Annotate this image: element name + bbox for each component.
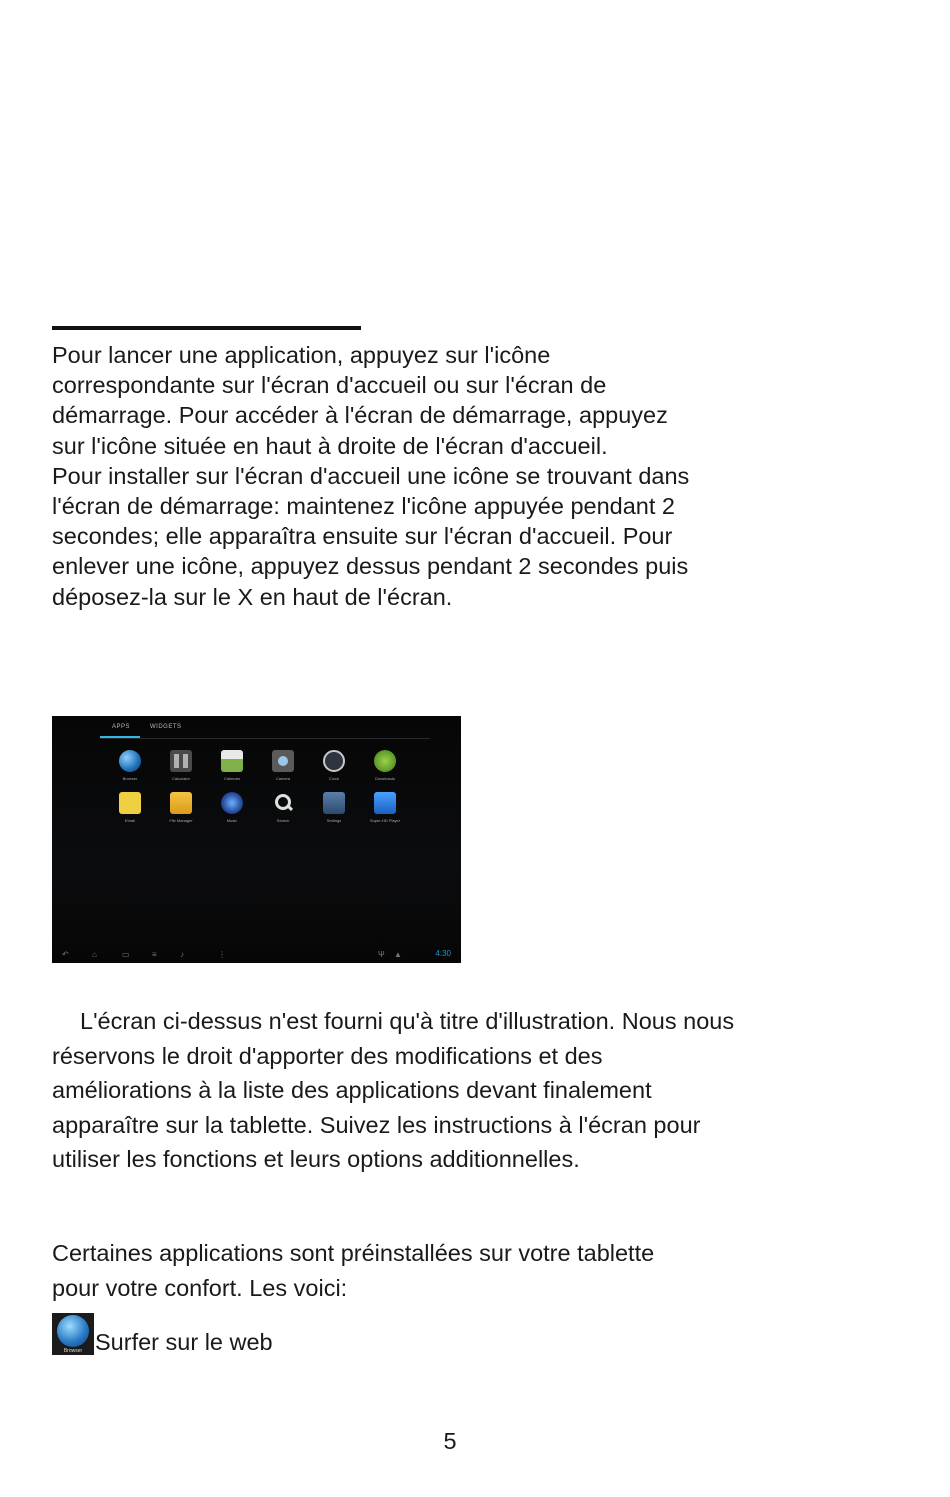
home-icon: ⌂ — [92, 950, 97, 959]
app-label: Calendar — [223, 776, 241, 781]
app-search — [263, 792, 303, 823]
text-line: enlever une icône, appuyez dessus pendant 2 secondes puis — [52, 553, 689, 580]
app-label: Search — [276, 818, 290, 823]
folder-icon — [170, 792, 192, 814]
tab-divider — [100, 738, 430, 739]
video-icon — [374, 792, 396, 814]
intro-paragraph — [52, 340, 812, 612]
screenshot-tab-bar — [52, 716, 461, 738]
browser-icon — [52, 1313, 94, 1355]
app-label: File Manager — [169, 818, 193, 823]
browser-icon-caption: Browser — [63, 1348, 83, 1354]
system-nav-bar — [52, 948, 461, 962]
status-clock: 4:30 — [435, 949, 451, 958]
text-line: démarrage. Pour accéder à l'écran de démarrage, appuyez — [52, 402, 668, 429]
back-icon: ↶ — [62, 950, 69, 959]
usb-icon: Ψ — [378, 950, 385, 959]
calendar-icon — [221, 750, 243, 772]
app-email — [110, 792, 150, 823]
globe-icon — [57, 1315, 89, 1347]
text-line: déposez-la sur le X en haut de l'écran. — [52, 583, 453, 610]
text-line: Pour lancer une application, appuyez sur l'icône — [52, 342, 551, 368]
wifi-icon: ▲ — [394, 950, 402, 959]
globe-icon — [119, 750, 141, 772]
app-music — [212, 792, 252, 823]
text-line: utiliser les fonctions et leurs options additionnelles. — [52, 1146, 580, 1173]
app-calendar — [212, 750, 252, 781]
text-line: secondes; elle apparaîtra ensuite sur l'écran d'accueil. Pour — [52, 523, 673, 550]
camera-icon — [272, 750, 294, 772]
app-label: Calculator — [171, 776, 190, 781]
tab-widgets: WIDGETS — [150, 724, 182, 730]
app-label: Downloads — [375, 776, 395, 781]
section-rule — [52, 326, 361, 330]
settings-icon — [323, 792, 345, 814]
app-label: Music — [226, 818, 238, 823]
clock-icon — [323, 750, 345, 772]
app-downloads — [365, 750, 405, 781]
app-calculator — [161, 750, 201, 781]
calculator-icon — [170, 750, 192, 772]
text-line: L'écran ci-dessus n'est fourni qu'à titre d'illustration. Nous nous — [80, 1008, 735, 1034]
text-line: Pour installer sur l'écran d'accueil une icône se trouvant dans — [52, 462, 690, 489]
more-icon: ⋮ — [218, 950, 226, 959]
recent-apps-icon: ▭ — [122, 950, 130, 959]
app-file-manager — [161, 792, 201, 823]
text-line: Certaines applications sont préinstallées sur votre tablette — [52, 1240, 655, 1266]
app-drawer-screenshot — [52, 716, 461, 963]
app-label: Email — [124, 818, 135, 823]
app-label: Super-HD Player — [369, 818, 401, 823]
text-line: pour votre confort. Les voici: — [52, 1275, 348, 1301]
search-icon — [272, 792, 294, 814]
app-label: Camera — [275, 776, 291, 781]
app-label: Settings — [326, 818, 342, 823]
tab-apps: APPS — [112, 724, 131, 730]
app-clock — [314, 750, 354, 781]
browser-app-item — [52, 1313, 273, 1355]
app-browser — [110, 750, 150, 781]
app-label: Clock — [328, 776, 339, 781]
app-settings — [314, 792, 354, 823]
text-line: sur l'icône située en haut à droite de l'écran d'accueil. — [52, 432, 608, 459]
volume-icon: ♪ — [180, 950, 184, 959]
text-line: réservons le droit d'apporter des modifications et des — [52, 1042, 603, 1069]
menu-icon: ≡ — [152, 950, 157, 959]
browser-description: Surfer sur le web — [95, 1329, 273, 1355]
text-line: correspondante sur l'écran d'accueil ou sur l'écran de — [52, 372, 607, 399]
disclaimer-paragraph — [52, 1004, 912, 1177]
app-camera — [263, 750, 303, 781]
app-label: Browser — [122, 776, 138, 781]
download-icon — [374, 750, 396, 772]
app-video-player — [365, 792, 405, 823]
text-line: l'écran de démarrage: maintenez l'icône appuyée pendant 2 — [52, 493, 676, 520]
email-icon — [119, 792, 141, 814]
preinstalled-paragraph — [52, 1236, 812, 1306]
music-icon — [221, 792, 243, 814]
text-line: apparaître sur la tablette. Suivez les instructions à l'écran pour — [52, 1111, 701, 1138]
text-line: améliorations à la liste des applications devant finalement — [52, 1077, 652, 1104]
page-number: 5 — [443, 1428, 457, 1454]
